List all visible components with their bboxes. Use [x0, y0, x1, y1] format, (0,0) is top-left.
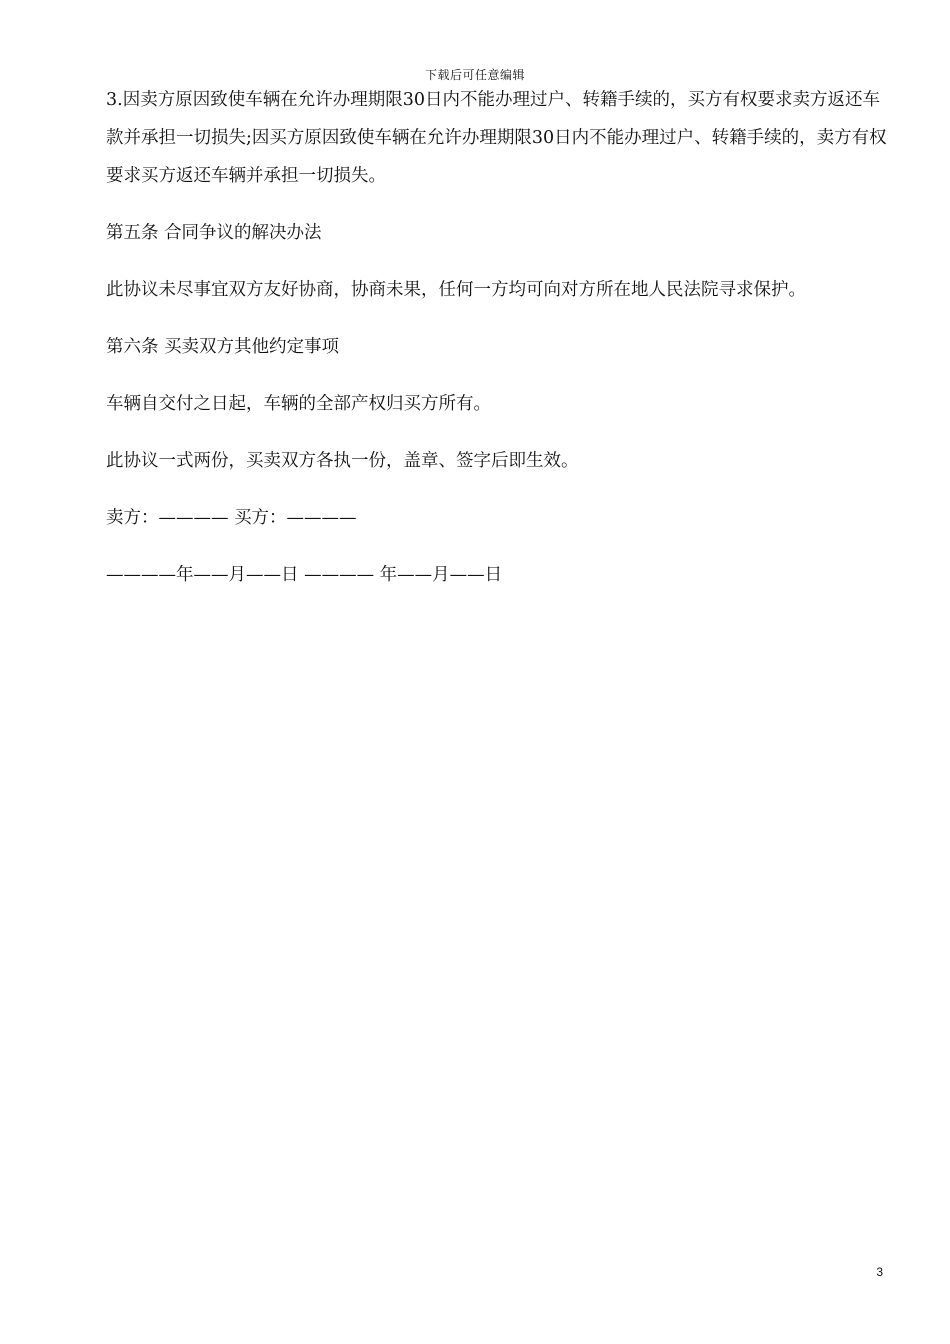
page-number: 3 [876, 1265, 883, 1279]
dispute-resolution-paragraph: 此协议未尽事宜双方友好协商，协商未果，任何一方均可向对方所在地人民法院寻求保护。 [106, 280, 806, 300]
clause-3-paragraph: 3.因卖方原因致使车辆在允许办理期限30日内不能办理过户、转籍手续的，买方有权要求卖方返还车款并承担一切损失;因买方原因致使车辆在允许办理期限30日内不能办理过户、转籍手续的，卖方有权要求买方返还车辆并承担一切损失。 [106, 90, 887, 186]
signature-line: 卖方：———— 买方：———— [106, 508, 357, 528]
paragraph-spacer [106, 309, 890, 328]
paragraph-spacer [106, 423, 890, 442]
effectiveness-paragraph: 此协议一式两份，买卖双方各执一份，盖章、签字后即生效。 [106, 451, 579, 471]
paragraph-spacer [106, 252, 890, 271]
paragraph-spacer [106, 195, 890, 214]
date-line: ————年——月——日 ———— 年——月——日 [106, 565, 503, 585]
article-6-heading: 第六条 买卖双方其他约定事项 [106, 337, 340, 357]
paragraph-spacer [106, 480, 890, 499]
paragraph-spacer [106, 537, 890, 556]
paragraph-spacer [106, 366, 890, 385]
article-5-heading: 第五条 合同争议的解决办法 [106, 223, 322, 243]
ownership-paragraph: 车辆自交付之日起，车辆的全部产权归买方所有。 [106, 394, 491, 414]
document-content [106, 81, 890, 594]
header-note: 下载后可任意编辑 [424, 68, 525, 82]
